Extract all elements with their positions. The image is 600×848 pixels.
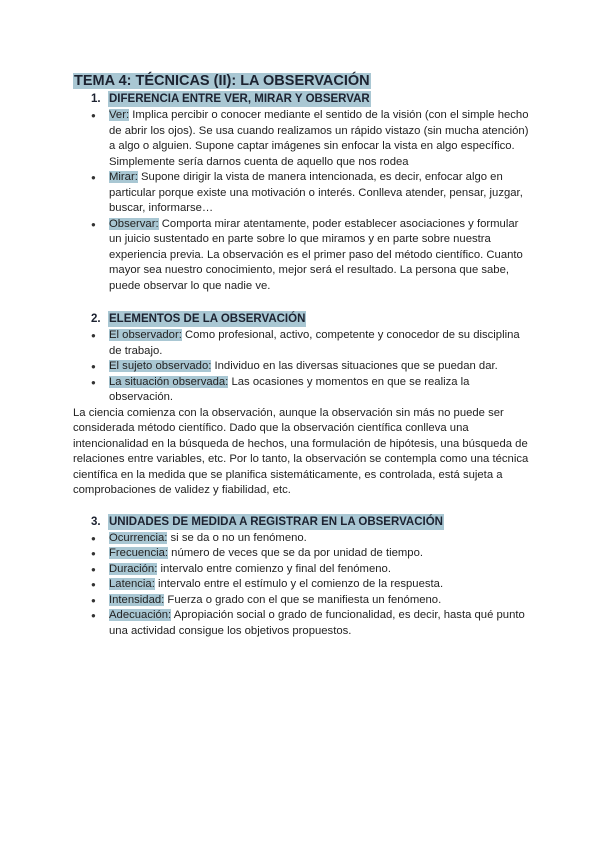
term-text: Fuerza o grado con el que se manifiesta un fenómeno. bbox=[164, 593, 442, 606]
section-3-heading bbox=[91, 514, 533, 530]
document-content bbox=[73, 72, 533, 639]
term-text: Apropiación social o grado de funcionalidad, es decir, hasta qué punto una actividad consigue los objetivos propuestos. bbox=[109, 609, 525, 637]
list-item bbox=[73, 170, 533, 217]
term-text: Individuo en las diversas situaciones que se puedan dar. bbox=[211, 360, 498, 372]
list-item bbox=[73, 562, 533, 578]
term-label: El sujeto observado: bbox=[109, 360, 212, 372]
term-label: Ver: bbox=[109, 109, 130, 121]
term-text: Supone dirigir la vista de manera intencionada, es decir, enfocar algo en particular porque existe una motivación o interés. Conlleva atender, pensar, juzgar, buscar, informarse… bbox=[109, 171, 523, 214]
list-item bbox=[73, 359, 533, 375]
list-item bbox=[73, 593, 533, 609]
term-text: Implica percibir o conocer mediante el sentido de la visión (con el simple hecho de abrir los ojos). Se usa cuando realizamos un rápido vistazo (sin mucha atención) a algo o alguien. Supone captar imágenes sin enfocar la vista en algo específico. Simplemente sería darnos cuenta de aquello que nos rodea bbox=[109, 109, 529, 168]
list-item bbox=[73, 328, 533, 359]
section-2-list bbox=[73, 328, 533, 406]
list-item bbox=[73, 375, 533, 406]
spacer bbox=[73, 499, 533, 514]
section-number: 3. bbox=[91, 515, 101, 528]
term-label: Intensidad: bbox=[109, 593, 165, 606]
document-title bbox=[73, 72, 533, 90]
term-label: La situación observada: bbox=[109, 375, 229, 388]
section-1-heading bbox=[91, 91, 533, 107]
spacer bbox=[73, 294, 533, 311]
section-2-heading bbox=[91, 311, 533, 327]
section-title: DIFERENCIA ENTRE VER, MIRAR Y OBSERVAR bbox=[109, 93, 370, 105]
term-label: Adecuación: bbox=[109, 609, 172, 621]
section-2-paragraph: La ciencia comienza con la observación, aunque la observación sin más no puede ser considerada método científico. Dado que la observación científica conlleva una intencionalidad en la búsqueda de hechos, una formulación de hipótesis, una búsqueda de relaciones entre variables, etc. Por lo tanto, la observación se contempla como una técnica científica en la medida que se planifica sistemáticamente, es controlada, está sujeta a comprobaciones de validez y fiabilidad, etc. bbox=[73, 406, 529, 496]
list-item bbox=[73, 608, 533, 639]
list-item bbox=[73, 577, 533, 593]
term-text: número de veces que se da por unidad de tiempo. bbox=[168, 547, 424, 559]
term-label: Ocurrencia: bbox=[109, 531, 168, 544]
term-label: Duración: bbox=[109, 562, 158, 575]
term-label: Observar: bbox=[109, 217, 159, 230]
title-text: TEMA 4: TÉCNICAS (II): LA OBSERVACIÓN bbox=[74, 73, 370, 89]
section-3-list bbox=[73, 531, 533, 640]
term-text: Las ocasiones y momentos en que se realiza la observación. bbox=[109, 375, 470, 403]
list-item bbox=[73, 108, 533, 170]
term-text: Como profesional, activo, competente y conocedor de su disciplina de trabajo. bbox=[109, 329, 520, 357]
section-title: UNIDADES DE MEDIDA A REGISTRAR EN LA OBSERVACIÓN bbox=[109, 515, 443, 528]
section-number: 1. bbox=[91, 93, 101, 105]
section-number: 2. bbox=[91, 313, 101, 325]
section-title: ELEMENTOS DE LA OBSERVACIÓN bbox=[109, 313, 306, 325]
term-label: Frecuencia: bbox=[109, 547, 169, 559]
term-label: Latencia: bbox=[109, 578, 155, 590]
term-text: intervalo entre el estímulo y el comienzo de la respuesta. bbox=[154, 578, 444, 590]
term-text: intervalo entre comienzo y final del fenómeno. bbox=[157, 562, 391, 575]
term-text: si se da o no un fenómeno. bbox=[167, 531, 307, 544]
list-item bbox=[73, 546, 533, 562]
term-text: Comporta mirar atentamente, poder establecer asociaciones y formular un juicio sustentado en parte sobre lo que miramos y en parte sobre nuestra experiencia previa. La observación es el primer paso del método científico. Cuanto mayor sea nuestro conocimiento, mejor será el resultado. La persona que sabe, puede observar lo que nadie ve. bbox=[109, 217, 523, 292]
list-item bbox=[73, 531, 533, 547]
list-item bbox=[73, 217, 533, 295]
term-label: El observador: bbox=[109, 329, 182, 341]
term-label: Mirar: bbox=[109, 171, 138, 183]
section-1-list bbox=[73, 108, 533, 294]
